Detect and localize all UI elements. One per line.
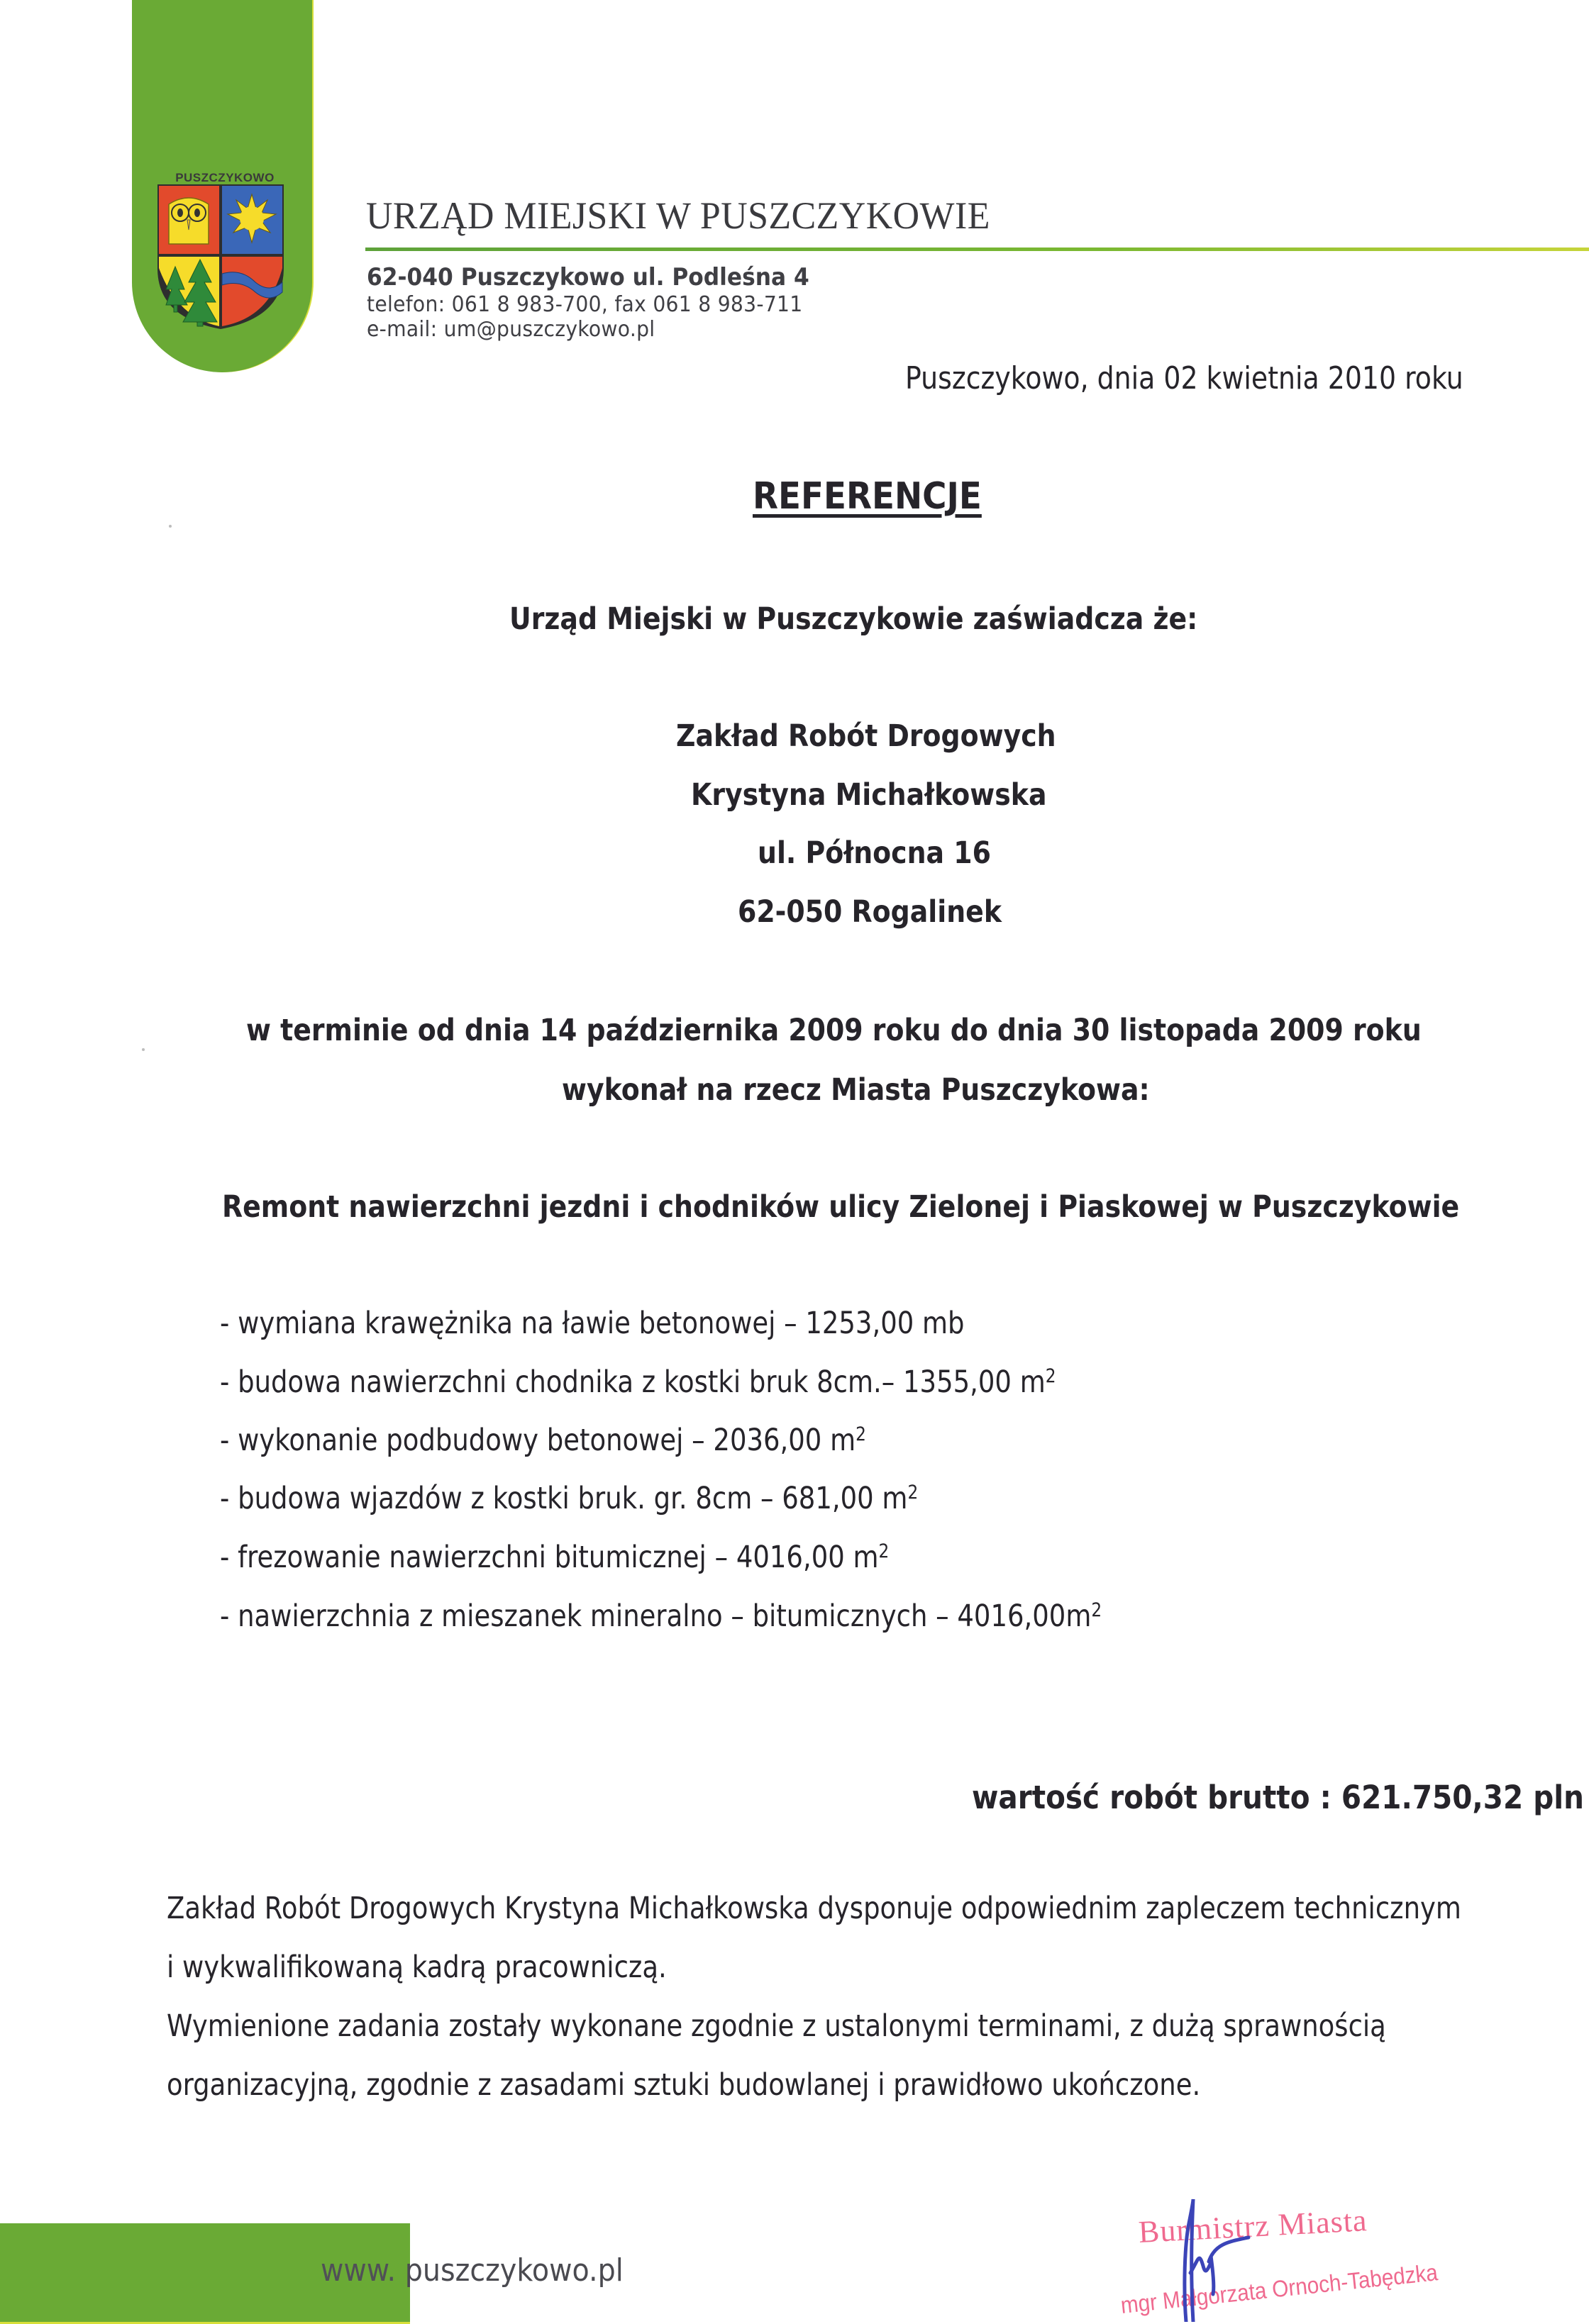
footer-domain: puszczykowo.pl	[396, 2252, 624, 2289]
footer-www-prefix: www.	[321, 2252, 397, 2289]
work-item: - frezowanie nawierzchni bitumicznej – 4016,00 $m^2$	[220, 1540, 890, 1575]
header-divider	[365, 248, 1589, 251]
gross-value: wartość robót brutto : 621.750,32 pln	[972, 1779, 1584, 1816]
stamp-name: mgr Małgorzata Ornoch-Tabędzka	[1119, 2259, 1439, 2318]
stamp-title: Burmistrz Miasta	[1137, 2203, 1368, 2250]
date-line: Puszczykowo, dnia 02 kwietnia 2010 roku	[905, 360, 1463, 396]
document-title: REFERENCJE	[753, 475, 982, 518]
contractor-name: Zakład Robót Drogowych	[676, 718, 1056, 754]
office-email: e-mail: um@puszczykowo.pl	[367, 317, 655, 342]
paragraph-line: i wykwalifikowaną kadrą pracowniczą.	[167, 1950, 667, 1985]
contractor-city: 62-050 Rogalinek	[738, 894, 1002, 930]
paragraph-line: Wymienione zadania zostały wykonane zgodnie z ustalonymi terminami, z dużą sprawnością	[167, 2008, 1386, 2044]
work-item: - nawierzchnia z mieszanek mineralno – bitumicznych – $4016,00m^2$	[220, 1599, 1102, 1634]
scan-speck	[142, 1048, 145, 1051]
performed-for: wykonał na rzecz Miasta Puszczykowa:	[562, 1072, 1150, 1108]
owl-icon	[169, 198, 209, 244]
work-period: w terminie od dnia 14 października 2009 roku do dnia 30 listopada 2009 roku	[246, 1013, 1422, 1048]
project-title: Remont nawierzchni jezdni i chodników ulicy Zielonej i Piaskowej w Puszczykowie	[222, 1189, 1460, 1225]
work-item: - budowa wjazdów z kostki bruk. gr. 8cm – 681,00 $m^2$	[220, 1481, 919, 1516]
footer-website	[321, 2252, 624, 2289]
coat-of-arms-icon	[156, 183, 285, 330]
work-item: - wymiana krawężnika na ławie betonowej – 1253,00 mb	[220, 1306, 965, 1341]
contractor-person: Krystyna Michałkowska	[691, 777, 1047, 813]
office-address: 62-040 Puszczykowo ul. Podleśna 4	[367, 263, 809, 291]
office-phone-fax: telefon: 061 8 983-700, fax 061 8 983-711	[367, 292, 803, 317]
office-title: URZĄD MIEJSKI W PUSZCZYKOWIE	[366, 194, 990, 237]
certification-statement: Urząd Miejski w Puszczykowie zaświadcza że:	[509, 601, 1198, 637]
contractor-street: ul. Północna 16	[758, 835, 991, 871]
scan-speck	[169, 525, 172, 528]
work-item: - wykonanie podbudowy betonowej – 2036,00 $m^2$	[220, 1423, 866, 1458]
work-item: - budowa nawierzchni chodnika z kostki bruk 8cm.– 1355,00 $m^2$	[220, 1364, 1056, 1400]
signature-icon	[1178, 2188, 1256, 2322]
paragraph-line: Zakład Robót Drogowych Krystyna Michałkowska dysponuje odpowiednim zapleczem technicznym	[167, 1891, 1461, 1926]
crest-label: PUSZCZYKOWO	[175, 171, 275, 184]
paragraph-line: organizacyjną, zgodnie z zasadami sztuki budowlanej i prawidłowo ukończone.	[167, 2067, 1201, 2103]
